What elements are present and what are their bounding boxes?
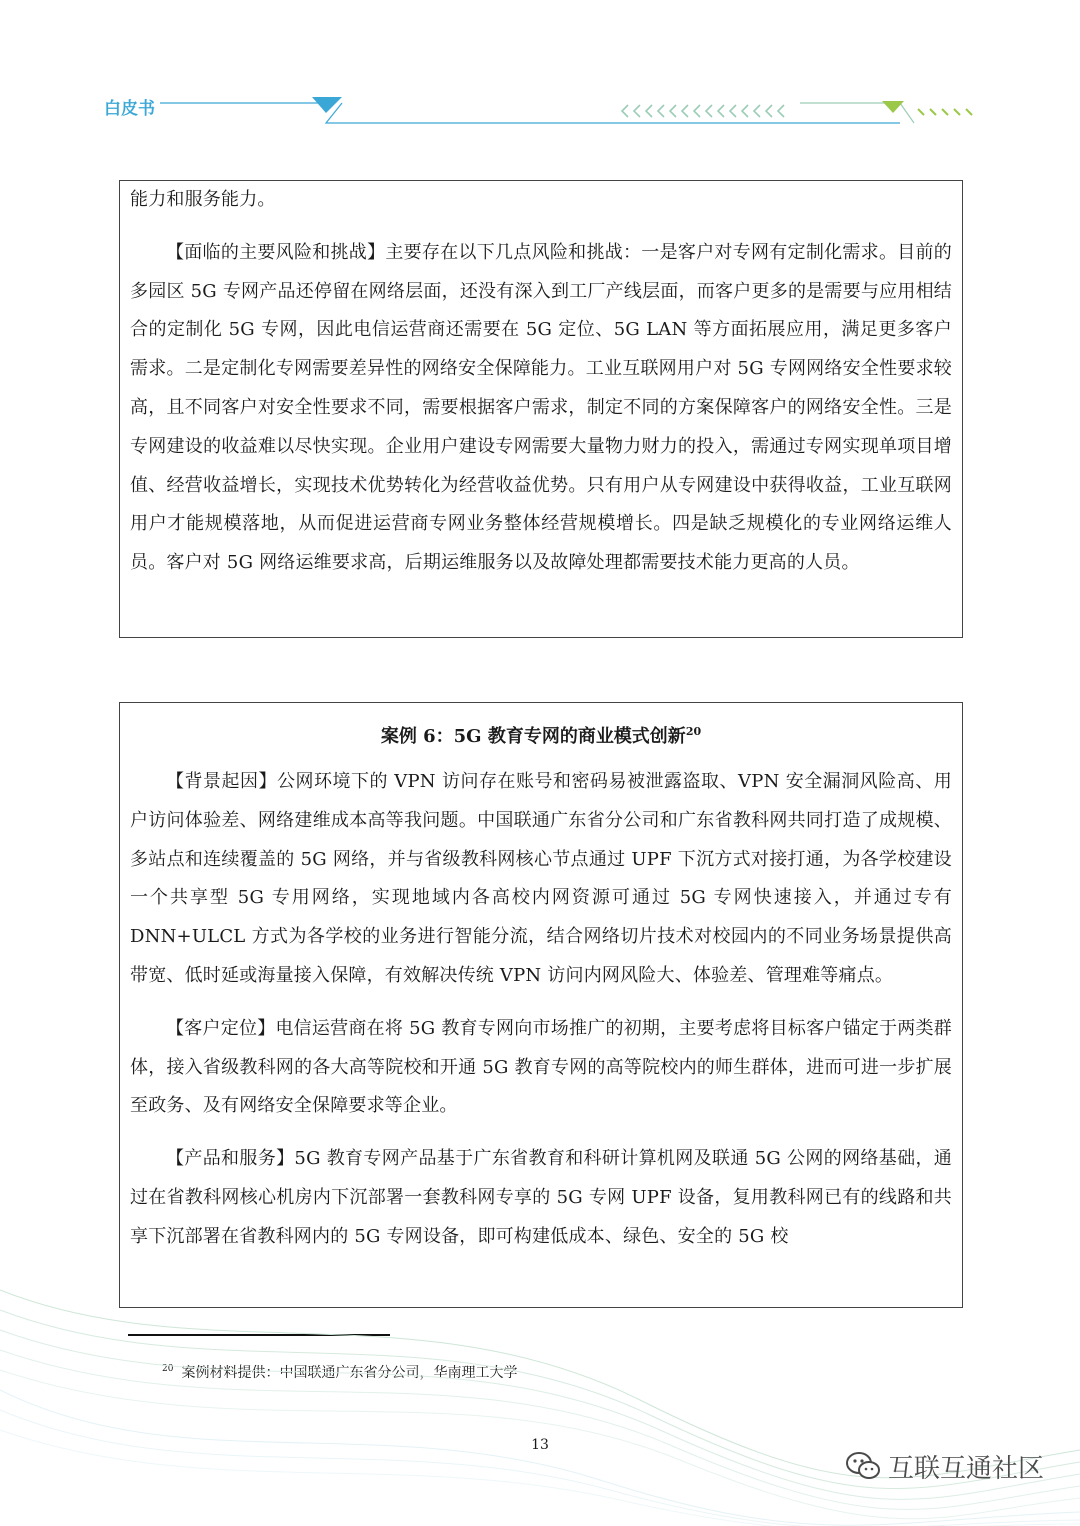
header-label: 白皮书 [104, 99, 155, 119]
customer-paragraph: 【客户定位】电信运营商在将 5G 教育专网向市场推广的初期，主要考虑将目标客户锚定于两类群体，接入省级教科网的各大高等院校和开通 5G 教育专网的高等院校内的师生群体，进而可进一步扩展至政务、及有网络安全保障要求等企业。 [130, 1017, 952, 1117]
risk-section-box [119, 180, 963, 638]
watermark [846, 1446, 1044, 1486]
wechat-icon [846, 1451, 880, 1481]
page-number: 13 [531, 1437, 549, 1453]
background-paragraph: 【背景起因】公网环境下的 VPN 访问存在账号和密码易被泄露盗取、VPN 安全漏洞风险高、用户访问体验差、网络建维成本高等我问题。中国联通广东省分公司和广东省教科网共同打造了成规模、多站点和连续覆盖的 5G 网络，并与省级教科网核心节点通过 UPF 下沉方式对接打通，为各学校建设一个共享型 5G 专用网络，实现地域内各高校内网资源可通过 5G 专网快速接入，并通过专有 DNN+ULCL 方式为各学校的业务进行智能分流，结合网络切片技术对校园内的不同业务场景提供高带宽、低时延或海量接入保障，有效解决传统 VPN 访问内网风险大、体验差、管理难等痛点。 [130, 771, 952, 986]
footnote-text: 案例材料提供：中国联通广东省分公司，华南理工大学 [181, 1365, 518, 1381]
case-title-text: 案例 6：5G 教育专网的商业模式创新 [380, 726, 686, 747]
watermark-text: 互联互通社区 [888, 1453, 1045, 1484]
product-paragraph: 【产品和服务】5G 教育专网产品基于广东省教育和科研计算机网及联通 5G 公网的网络基础，通过在省教科网核心机房内下沉部署一套教科网专享的 5G 专网 UPF 设备，复用教科网已有的线路和共享下沉部署在省教科网内的 5G 专网设备，即可构建低成本、绿色、安全的 5G 校 [130, 1148, 952, 1247]
risk-paragraph: 【面临的主要风险和挑战】主要存在以下几点风险和挑战：一是客户对专网有定制化需求。目前的多园区 5G 专网产品还停留在网络层面，还没有深入到工厂产线层面，而客户更多的是需要与应用相结合的定制化 5G 专网，因此电信运营商还需要在 5G 定位、5G LAN 等方面拓展应用，满足更多客户需求。二是定制化专网需要差异性的网络安全保障能力。工业互联网用户对 5G 专网网络安全性要求较高，且不同客户对安全性要求不同，需要根据客户需求，制定不同的方案保障客户的网络安全性。三是专网建设的收益难以尽快实现。企业用户建设专网需要大量物力财力的投入，需通过专网实现单项目增值、经营收益增长，实现技术优势转化为经营收益优势。只有用户从专网建设中获得收益，工业互联网用户才能规模落地，从而促进运营商专网业务整体经营规模增长。四是缺乏规模化的专业网络运维人员。客户对 5G 网络运维要求高，后期运维服务以及故障处理都需要技术能力更高的人员。 [130, 241, 952, 574]
case-title-footnote-ref: 20 [685, 725, 702, 738]
case-study-body [130, 763, 952, 1257]
case-title [120, 715, 962, 754]
footnote-number: 20 [162, 1364, 174, 1375]
intro-line: 能力和服务能力。 [130, 189, 276, 210]
risk-section-body [130, 181, 952, 583]
header-decoration [0, 95, 1080, 129]
case-study-box [119, 702, 963, 1308]
